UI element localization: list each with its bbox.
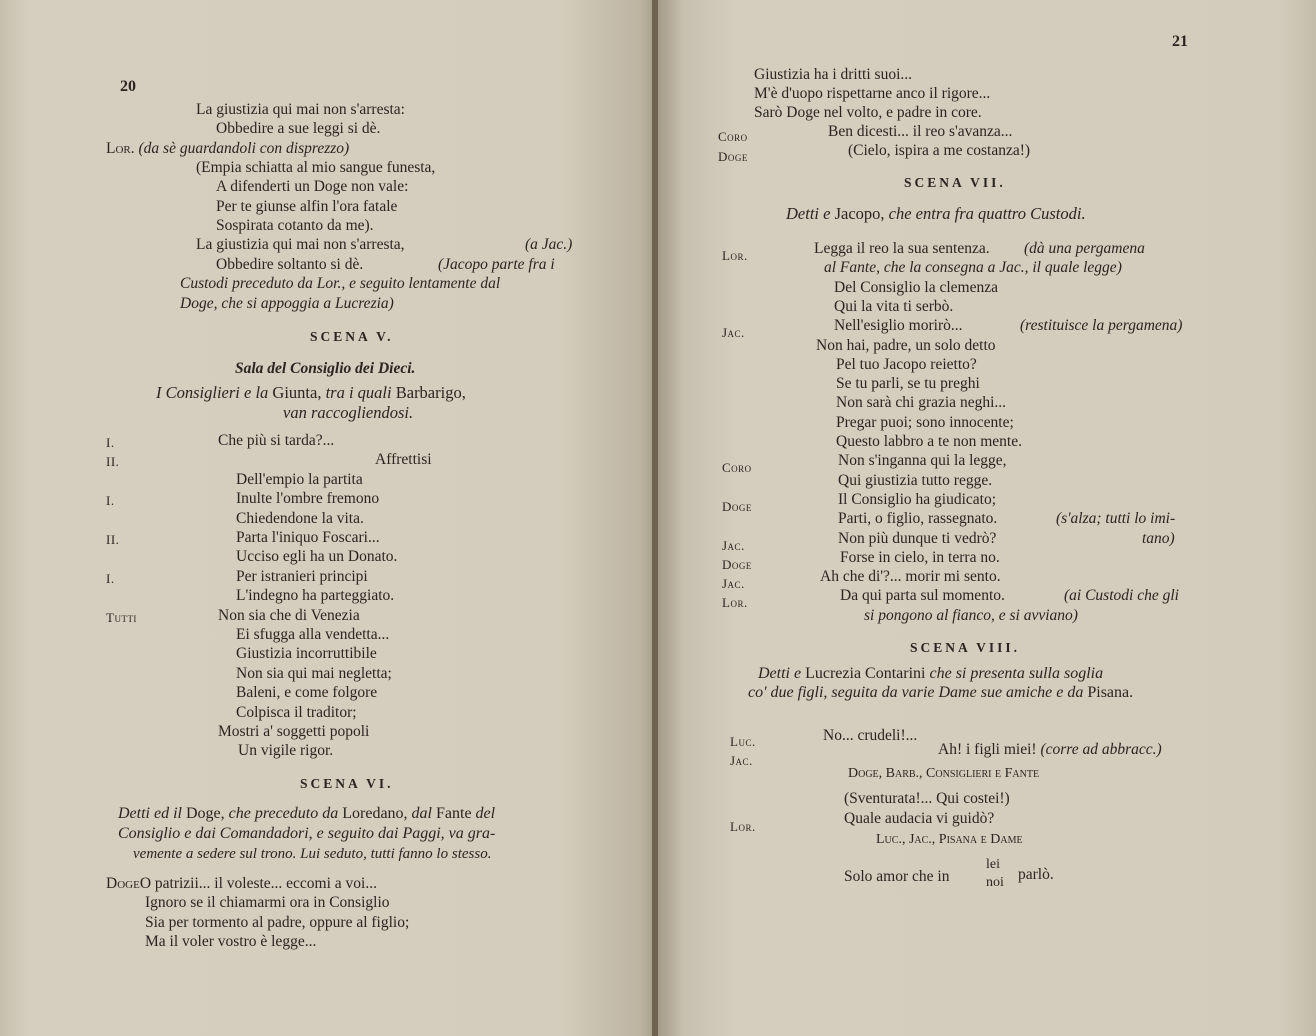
setting-line: Sala del Consiglio dei Dieci. <box>235 360 416 377</box>
verse-line: Ma il voler vostro è legge... <box>145 933 317 950</box>
verse-line: Non sia che di Venezia <box>218 606 360 624</box>
verse-line: La giustizia qui mai non s'arresta, <box>196 236 405 253</box>
speaker-label: I. <box>106 570 115 586</box>
speaker-label: Lor. <box>730 819 756 834</box>
cast-line: Detti e Jacopo, che entra fra quattro Custodi. <box>786 204 1086 223</box>
scene-heading: SCENA VII. <box>904 175 1006 190</box>
verse-line: Pel tuo Jacopo reietto? <box>836 355 977 373</box>
speaker-line: Lor. (da sè guardandoli con disprezzo) <box>106 140 350 157</box>
cast-line: van raccogliendosi. <box>283 403 414 422</box>
speaker-label: I. <box>106 435 115 450</box>
verse-line: (Cielo, ispira a me costanza!) <box>848 142 1031 159</box>
verse-line: Qui giustizia tutto regge. <box>838 471 993 489</box>
alt-word-top: lei <box>986 857 1000 872</box>
speaker-label: II. <box>106 532 120 547</box>
verse-line: Giustizia incorruttibile <box>236 645 377 663</box>
stage-direction: (Jacopo parte fra i <box>438 256 555 273</box>
verse-line: A difenderti un Doge non vale: <box>216 178 409 195</box>
verse-line: La giustizia qui mai non s'arresta: <box>196 101 405 118</box>
speaker-label: I. <box>106 493 115 509</box>
verse-line: Ah! i figli miei! (corre ad abbracc.) <box>938 741 1162 758</box>
scene-heading: SCENA VIII. <box>910 640 1021 655</box>
verse-line: Che più si tarda?... <box>218 432 335 449</box>
verse-line: Ucciso egli ha un Donato. <box>236 548 398 566</box>
right-page <box>658 0 1316 1036</box>
speaker-label: Luc. <box>730 734 756 749</box>
cast-line: Detti e Lucrezia Contarini che si presenta sulla soglia <box>758 665 1104 682</box>
scene-heading: SCENA V. <box>310 329 394 344</box>
page-number: 20 <box>120 78 136 95</box>
stage-direction: al Fante, che la consegna a Jac., il quale legge) <box>824 259 1122 277</box>
verse-line: Non sia qui mai negletta; <box>236 664 392 682</box>
verse-line: M'è d'uopo rispettarne anco il rigore... <box>754 85 991 102</box>
verse-line: Pregar puoi; sono innocente; <box>836 413 1014 431</box>
verse-line: (Empia schiatta al mio sangue funesta, <box>196 159 436 176</box>
cast-line: co' due figli, seguita da varie Dame sue amiche e da Pisana. <box>748 684 1134 701</box>
verse-line: Forse in cielo, in terra no. <box>840 548 1000 566</box>
verse-line: parlò. <box>1018 866 1054 883</box>
verse-line: Qui la vita ti serbò. <box>834 297 954 315</box>
verse-line: (Sventurata!... Qui costei!) <box>844 790 1010 807</box>
stage-direction: tano) <box>1142 529 1175 547</box>
verse-line: Non sarà chi grazia neghi... <box>836 394 1007 412</box>
speaker-label: Jac. <box>722 576 745 592</box>
verse-line: Ah che di'?... morir mi sento. <box>820 568 1001 586</box>
speaker-group: Luc., Jac., Pisana e Dame <box>876 832 1023 847</box>
speaker-label: Doge <box>722 498 752 514</box>
verse-line: Dell'empio la partita <box>236 470 363 488</box>
verse-line: Da qui parta sul momento. <box>840 587 1005 605</box>
verse-line: Per te giunse alfin l'ora fatale <box>216 198 398 215</box>
speaker-label: Lor. <box>722 595 748 611</box>
verse-line: Un vigile rigor. <box>238 742 334 760</box>
speaker-label: Tutti <box>106 609 137 625</box>
verse-line: Se tu parli, se tu preghi <box>836 375 980 393</box>
alt-word-bottom: noi <box>986 875 1004 890</box>
verse-line: Il Consiglio ha giudicato; <box>838 490 996 508</box>
left-page <box>0 0 654 1036</box>
verse-line: Non più dunque ti vedrò? <box>838 529 997 547</box>
speaker-label: Jac. <box>730 753 753 768</box>
stage-direction: Detti ed il Doge, che preceduto da Loredano, dal Fante del <box>118 805 496 822</box>
stage-direction: vemente a sedere sul trono. Lui seduto, tutti fanno lo stesso. <box>133 846 492 862</box>
verse-line: Quale audacia vi guidò? <box>844 810 995 827</box>
verse-line: Parti, o figlio, rassegnato. <box>838 510 998 528</box>
stage-direction: (restituisce la pergamena) <box>1020 317 1183 335</box>
verse-line: Del Consiglio la clemenza <box>834 278 998 296</box>
speaker-label: Doge <box>718 149 748 164</box>
verse-line: Obbedire a sue leggi si dè. <box>216 120 381 137</box>
verse-line: Nell'esiglio morirò... <box>834 317 963 335</box>
verse-line: Ignoro se il chiamarmi ora in Consiglio <box>145 894 390 911</box>
speaker-line: DogeO patrizii... il voleste... eccomi a voi... <box>106 875 377 892</box>
verse-line: Mostri a' soggetti popoli <box>218 723 370 740</box>
speaker-label: Doge <box>722 556 752 572</box>
stage-direction: (a Jac.) <box>525 236 573 253</box>
stage-direction: (s'alza; tutti lo imi- <box>1056 510 1176 528</box>
verse-line: Giustizia ha i dritti suoi... <box>754 66 912 83</box>
verse-line: Non hai, padre, un solo detto <box>816 336 996 354</box>
verse-line: Per istranieri principi <box>236 567 368 585</box>
verse-line: Parta l'iniquo Foscari... <box>236 529 380 546</box>
page-number: 21 <box>1172 33 1188 50</box>
verse-line: Sia per tormento al padre, oppure al figlio; <box>145 914 410 931</box>
speaker-label: Jac. <box>722 537 745 553</box>
stage-direction: si pongono al fianco, e si avviano) <box>864 606 1078 624</box>
verse-line: Sarò Doge nel volto, e padre in core. <box>754 104 982 121</box>
verse-line: Ei sfugga alla vendetta... <box>236 626 390 643</box>
verse-line: Colpisca il traditor; <box>236 703 357 721</box>
verse-line: Questo labbro a te non mente. <box>836 433 1022 450</box>
speaker-group: Doge, Barb., Consiglieri e Fante <box>848 766 1040 781</box>
verse-line: No... crudeli!... <box>823 727 918 744</box>
speaker-label: Jac. <box>722 325 745 341</box>
verse-line: Inulte l'ombre fremono <box>236 490 380 508</box>
stage-direction: (ai Custodi che gli <box>1064 587 1179 605</box>
verse-line: Ben dicesti... il reo s'avanza... <box>828 123 1013 140</box>
verse-line: L'indegno ha parteggiato. <box>236 587 395 605</box>
stage-direction: Consiglio e dai Comandadori, e seguito dai Paggi, va gra- <box>118 825 496 842</box>
cast-line: I Consiglieri e la Giunta, tra i quali Barbarigo, <box>156 383 466 402</box>
verse-line: Obbedire soltanto si dè. <box>216 256 364 273</box>
verse-line: Affrettisi <box>375 451 432 469</box>
speaker-label: Lor. <box>722 248 748 263</box>
verse-line: Sospirata cotanto da me). <box>216 217 374 234</box>
verse-line: Baleni, e come folgore <box>236 684 378 702</box>
speaker-label: Coro <box>722 460 752 476</box>
verse-line: Legga il reo la sua sentenza. <box>814 240 990 257</box>
verse-line: Solo amor che in <box>844 868 950 885</box>
stage-direction: Custodi preceduto da Lor., e seguito lentamente dal <box>180 275 501 292</box>
speaker-label: Coro <box>718 129 748 144</box>
stage-direction: Doge, che si appoggia a Lucrezia) <box>180 295 394 312</box>
scene-heading: SCENA VI. <box>300 776 394 791</box>
stage-direction: (dà una pergamena <box>1024 240 1145 257</box>
verse-line: Non s'inganna qui la legge, <box>838 452 1007 470</box>
speaker-label: II. <box>106 454 120 470</box>
verse-line: Chiedendone la vita. <box>236 509 364 527</box>
